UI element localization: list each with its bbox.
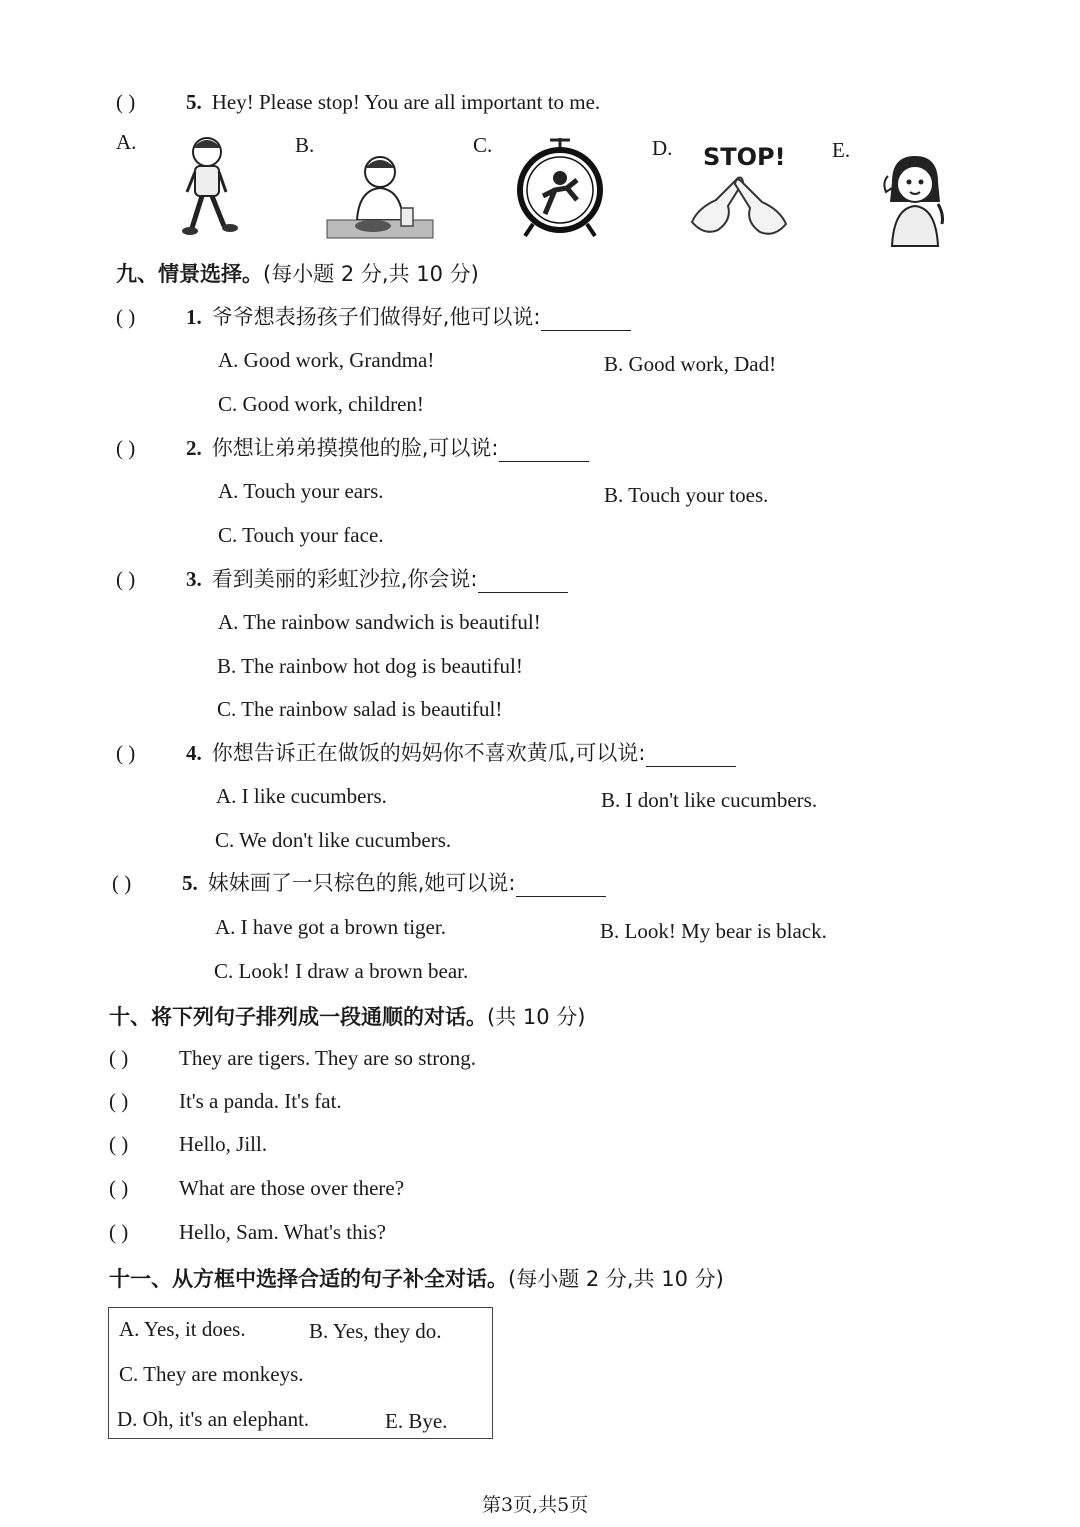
answer-blank[interactable] <box>478 570 568 593</box>
q9-4-option-b[interactable]: B. I don't like cucumbers. <box>601 788 818 812</box>
picture-label-b: B. <box>295 133 315 157</box>
q9-5-option-c[interactable]: C. Look! I draw a brown bear. <box>214 959 469 983</box>
answer-paren[interactable]: ( ) <box>116 436 136 460</box>
section11-note: (每小题 2 分,共 10 分) <box>508 1267 724 1291</box>
question-number: 4. <box>186 741 202 765</box>
q9-3-option-b[interactable]: B. The rainbow hot dog is beautiful! <box>217 654 523 678</box>
options-box <box>108 1307 493 1439</box>
question-prompt: 妹妹画了一只棕色的熊,她可以说: <box>207 871 516 895</box>
answer-paren[interactable]: ( ) <box>109 1089 129 1113</box>
q9-4-option-a[interactable]: A. I like cucumbers. <box>216 784 387 808</box>
section10-title <box>109 1001 585 1031</box>
section9-title-text: 九、情景选择。 <box>116 262 263 286</box>
picture-label-e: E. <box>832 138 851 162</box>
q9-4-option-c[interactable]: C. We don't like cucumbers. <box>215 828 452 852</box>
section9-note: (每小题 2 分,共 10 分) <box>263 262 479 286</box>
dialog-line <box>109 1218 386 1246</box>
box-option-c[interactable]: C. They are monkeys. <box>119 1362 304 1386</box>
question-prompt: 你想告诉正在做饭的妈妈你不喜欢黄瓜,可以说: <box>211 741 646 765</box>
dialog-line <box>109 1087 342 1115</box>
girl-listening-icon <box>878 152 952 248</box>
section10-title-text: 十、将下列句子排列成一段通顺的对话。 <box>109 1005 487 1029</box>
q9-3 <box>116 565 568 593</box>
dialog-line <box>109 1174 404 1202</box>
answer-paren[interactable]: ( ) <box>109 1220 129 1244</box>
dialog-text: They are tigers. They are so strong. <box>179 1046 477 1070</box>
q8-item5 <box>116 88 600 116</box>
q9-2 <box>116 434 589 462</box>
dialog-text: It's a panda. It's fat. <box>179 1089 342 1113</box>
question-prompt: 看到美丽的彩虹沙拉,你会说: <box>211 567 478 591</box>
q9-2-option-b[interactable]: B. Touch your toes. <box>604 483 769 507</box>
q9-5-option-a[interactable]: A. I have got a brown tiger. <box>215 915 446 939</box>
answer-blank[interactable] <box>516 874 606 897</box>
dialog-text: What are those over there? <box>179 1176 405 1200</box>
boy-walking-icon <box>172 132 242 238</box>
question-number: 5. <box>182 871 198 895</box>
answer-paren[interactable]: ( ) <box>109 1176 129 1200</box>
answer-paren[interactable]: ( ) <box>109 1132 129 1156</box>
answer-blank[interactable] <box>646 744 736 767</box>
box-option-b[interactable]: B. Yes, they do. <box>309 1319 442 1343</box>
answer-paren[interactable]: ( ) <box>116 305 136 329</box>
dialog-text: Hello, Sam. What's this? <box>179 1220 386 1244</box>
answer-paren[interactable]: ( ) <box>116 567 136 591</box>
q9-1-option-b[interactable]: B. Good work, Dad! <box>604 352 777 376</box>
question-text: Hey! Please stop! You are all important to me. <box>211 90 601 114</box>
q9-5 <box>112 869 606 897</box>
picture-label-a: A. <box>116 130 137 154</box>
question-number: 2. <box>186 436 202 460</box>
q9-5-option-b[interactable]: B. Look! My bear is black. <box>600 919 827 943</box>
section11-title <box>109 1263 724 1293</box>
box-option-e[interactable]: E. Bye. <box>385 1409 448 1433</box>
page-footer: 第3页,共5页 <box>482 1494 589 1516</box>
q9-2-option-c[interactable]: C. Touch your face. <box>218 523 384 547</box>
alarm-clock-icon <box>515 134 605 240</box>
answer-paren[interactable]: ( ) <box>109 1046 129 1070</box>
q9-3-option-a[interactable]: A. The rainbow sandwich is beautiful! <box>218 610 541 634</box>
q9-1 <box>116 303 631 331</box>
stop-hands-icon <box>688 172 790 238</box>
q9-1-option-c[interactable]: C. Good work, children! <box>218 392 424 416</box>
question-number: 3. <box>186 567 202 591</box>
picture-label-c: C. <box>473 133 493 157</box>
question-number: 5. <box>186 90 202 114</box>
dialog-line <box>109 1130 267 1158</box>
stop-caption: STOP! <box>703 143 786 171</box>
q9-3-option-c[interactable]: C. The rainbow salad is beautiful! <box>217 697 503 721</box>
answer-paren[interactable]: ( ) <box>112 871 132 895</box>
section11-title-text: 十一、从方框中选择合适的句子补全对话。 <box>109 1267 508 1291</box>
dialog-line <box>109 1044 476 1072</box>
box-option-d[interactable]: D. Oh, it's an elephant. <box>117 1407 310 1431</box>
answer-paren[interactable]: ( ) <box>116 90 136 114</box>
question-prompt: 你想让弟弟摸摸他的脸,可以说: <box>211 436 499 460</box>
box-option-a[interactable]: A. Yes, it does. <box>119 1317 246 1341</box>
question-number: 1. <box>186 305 202 329</box>
boy-eating-icon <box>325 150 435 242</box>
dialog-text: Hello, Jill. <box>179 1132 268 1156</box>
q9-1-option-a[interactable]: A. Good work, Grandma! <box>218 348 435 372</box>
section9-title <box>116 258 479 288</box>
q9-2-option-a[interactable]: A. Touch your ears. <box>218 479 384 503</box>
answer-blank[interactable] <box>499 439 589 462</box>
answer-paren[interactable]: ( ) <box>116 741 136 765</box>
question-prompt: 爷爷想表扬孩子们做得好,他可以说: <box>211 305 541 329</box>
section10-note: (共 10 分) <box>487 1005 586 1029</box>
q9-4 <box>116 739 736 767</box>
answer-blank[interactable] <box>541 308 631 331</box>
picture-label-d: D. <box>652 136 673 160</box>
